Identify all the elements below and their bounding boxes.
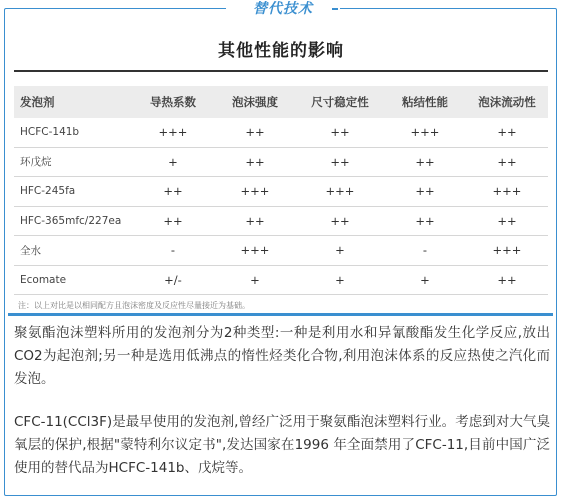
body-paragraph-1: 聚氨酯泡沫塑料所用的发泡剂分为2种类型:一种是利用水和异氰酸酯发生化学反应,放出CO2为起泡剂;另一种是选用低沸点的惰性烃类化合物,利用泡沫体系的反应热使之汽化而发泡。 <box>14 325 550 387</box>
table-cell: +++ <box>466 236 548 266</box>
table-cell: + <box>132 147 214 177</box>
column-header: 尺寸稳定性 <box>296 86 384 118</box>
table-cell: +++ <box>296 177 384 207</box>
table-cell: ++ <box>296 206 384 236</box>
table-cell: ++ <box>466 265 548 295</box>
table-cell: ++ <box>466 206 548 236</box>
table-cell: - <box>132 236 214 266</box>
table-cell: HFC-365mfc/227ea <box>14 206 132 236</box>
table-row <box>14 236 548 266</box>
table-cell: ++ <box>214 118 296 147</box>
table-header-row <box>14 86 548 118</box>
body-paragraph-2: CFC-11(CCl3F)是最早使用的发泡剂,曾经广泛用于聚氨酯泡沫塑料行业。考虑到对大气臭氧层的保护,根据"蒙特利尔议定书",发达国家在1996 年全面禁用了CFC-11,目前中国广泛使用的替代品为HCFC-141b、戊烷等。 <box>14 414 550 476</box>
table-cell: ++ <box>384 206 466 236</box>
table-cell: ++ <box>466 118 548 147</box>
table-cell: ++ <box>296 147 384 177</box>
table-row <box>14 206 548 236</box>
table-cell: +++ <box>466 177 548 207</box>
table-title: 其他性能的影响 <box>218 41 344 61</box>
table-cell: ++ <box>132 206 214 236</box>
table-cell: +++ <box>384 118 466 147</box>
title-rule <box>14 70 548 72</box>
column-header: 泡沫强度 <box>214 86 296 118</box>
table-cell: +++ <box>214 177 296 207</box>
table-cell: ++ <box>384 177 466 207</box>
table-row <box>14 118 548 147</box>
table-cell: +++ <box>132 118 214 147</box>
table-cell: ++ <box>384 147 466 177</box>
table-cell: 环戊烷 <box>14 147 132 177</box>
performance-table-card <box>12 26 550 314</box>
table-cell: ++ <box>296 118 384 147</box>
section-divider <box>8 313 553 316</box>
table-cell: - <box>384 236 466 266</box>
table-cell: HFC-245fa <box>14 177 132 207</box>
table-cell: + <box>296 236 384 266</box>
table-cell: + <box>296 265 384 295</box>
column-header: 泡沫流动性 <box>466 86 548 118</box>
table-cell: +++ <box>214 236 296 266</box>
column-header: 发泡剂 <box>14 86 132 118</box>
table-cell: Ecomate <box>14 265 132 295</box>
table-cell: + <box>214 265 296 295</box>
table-footnote: 注：以上对比是以相同配方且泡沫密度及反应性尽量接近为基础。 <box>18 301 250 310</box>
table-cell: ++ <box>214 147 296 177</box>
section-tag: 替代技术 <box>226 0 340 18</box>
table-cell: ++ <box>466 147 548 177</box>
table-cell: ++ <box>214 206 296 236</box>
tag-decoration-right <box>332 8 338 10</box>
table-cell: +/- <box>132 265 214 295</box>
table-row <box>14 177 548 207</box>
table-row <box>14 265 548 295</box>
performance-table <box>14 86 548 295</box>
table-cell: HCFC-141b <box>14 118 132 147</box>
table-row <box>14 147 548 177</box>
table-cell: + <box>384 265 466 295</box>
table-cell: 全水 <box>14 236 132 266</box>
table-cell: ++ <box>132 177 214 207</box>
column-header: 导热系数 <box>132 86 214 118</box>
column-header: 粘结性能 <box>384 86 466 118</box>
